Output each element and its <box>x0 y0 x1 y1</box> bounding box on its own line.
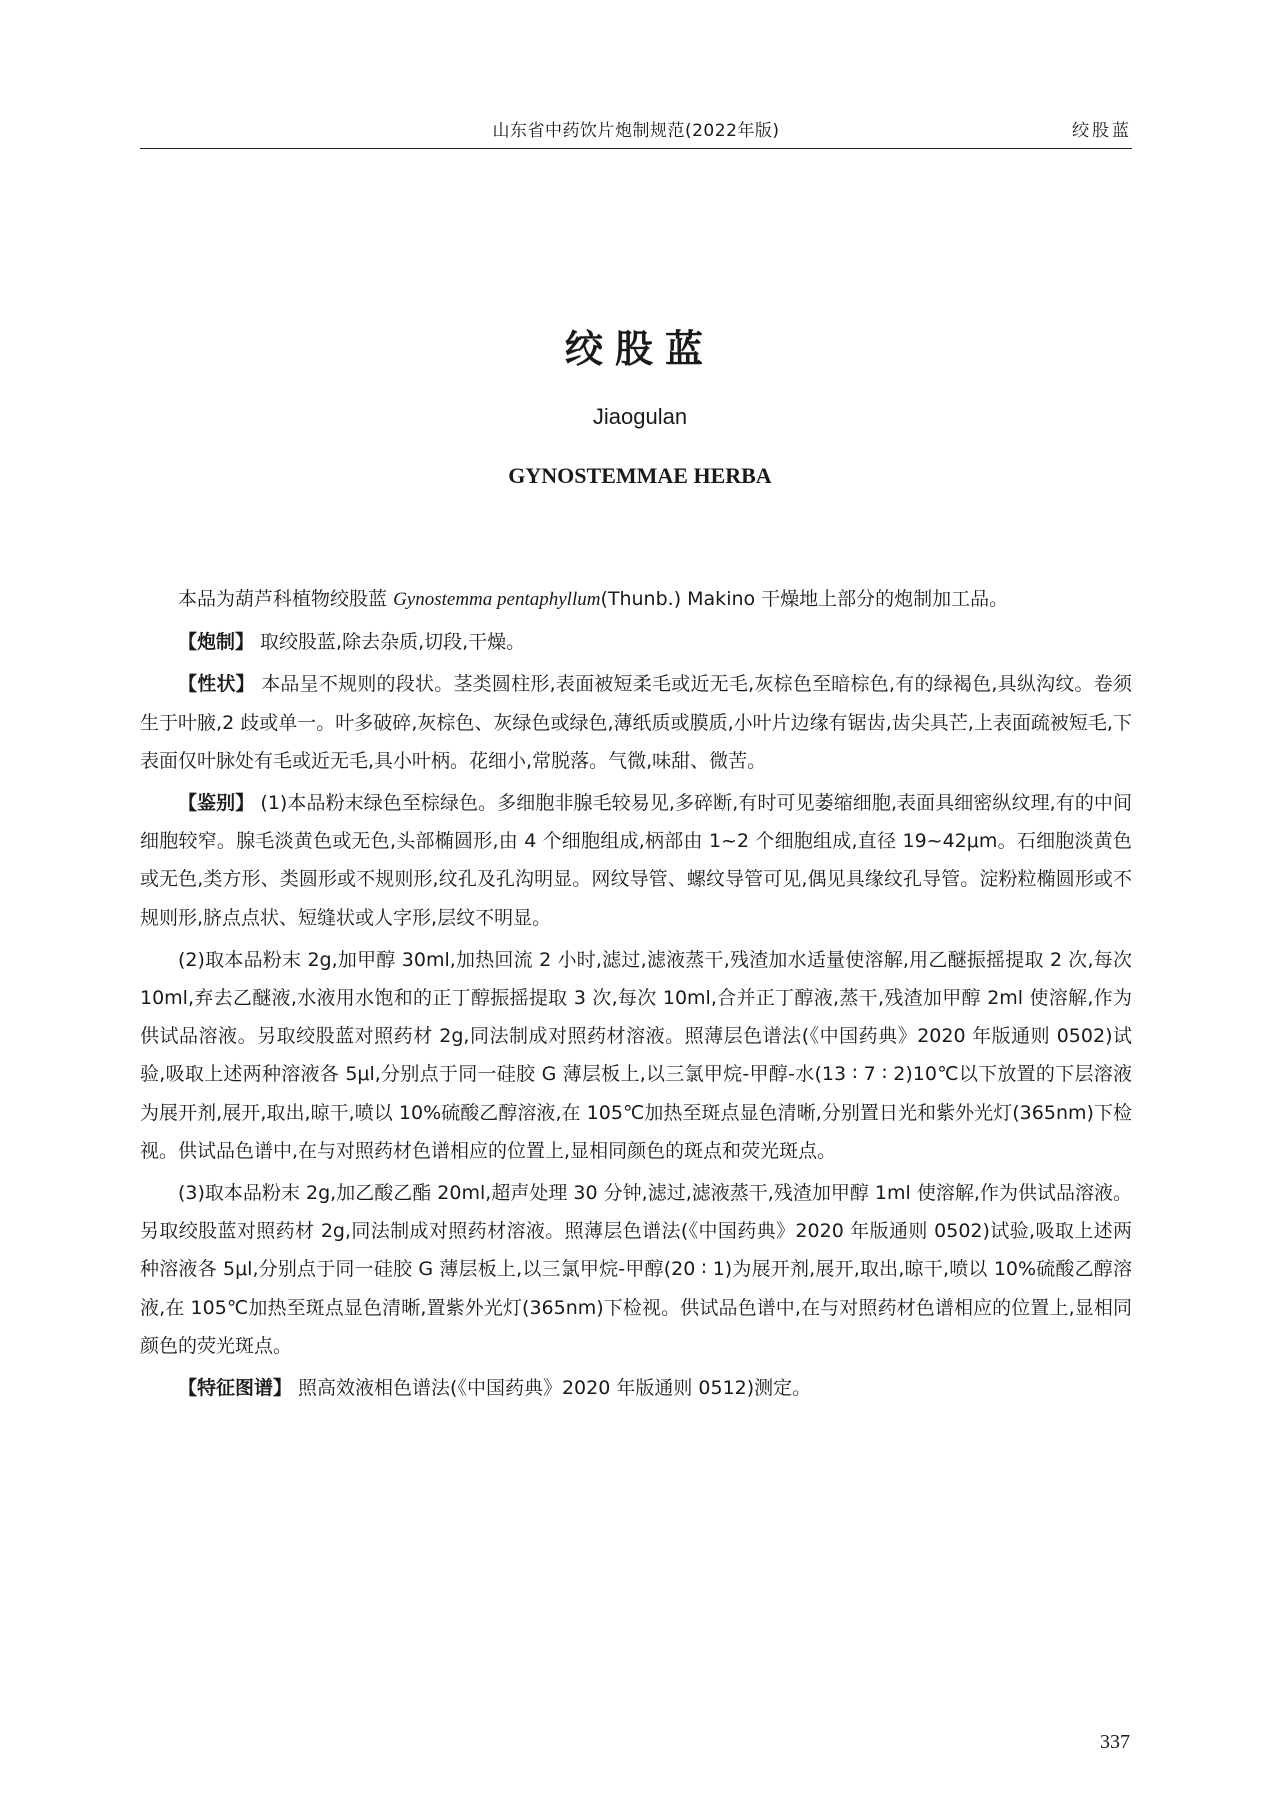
properties-text: 本品呈不规则的段状。茎类圆柱形,表面被短柔毛或近无毛,灰棕色至暗棕色,有的绿褐色,具纵沟纹。卷须生于叶腋,2 歧或单一。叶多破碎,灰棕色、灰绿色或绿色,薄纸质或膜质,小叶片边缘有锯齿,齿尖具芒,上表面疏被短毛,下表面仅叶脉处有毛或近无毛,具小叶柄。花细小,常脱落。气微,味甜、微苦。 <box>140 673 1132 772</box>
book-title: 山东省中药饮片炮制规范(2022年版) <box>492 121 780 141</box>
identification-paragraph-3: (3)取本品粉末 2g,加乙酸乙酯 20ml,超声处理 30 分钟,滤过,滤液蒸干,残渣加甲醇 1ml 使溶解,作为供试品溶液。另取绞股蓝对照药材 2g,同法制成对照药材溶液。照薄层色谱法(《中国药典》2020 年版通则 0502)试验,吸取上述两种溶液各 5μl,分别点于同一硅胶 G 薄层板上,以三氯甲烷-甲醇(20 ∶ 1)为展开剂,展开,取出,晾干,喷以 10%硫酸乙醇溶液,在 105℃加热至斑点显色清晰,置紫外光灯(365nm)下检视。供试品色谱中,在与对照药材色谱相应的位置上,显相同颜色的荧光斑点。 <box>140 1182 1132 1357</box>
identification-text-1: (1)本品粉末绿色至棕绿色。多细胞非腺毛较易见,多碎断,有时可见萎缩细胞,表面具细密纵纹理,有的中间细胞较窄。腺毛淡黄色或无色,头部椭圆形,由 4 个细胞组成,柄部由 1~2 个细胞组成,直径 19~42μm。石细胞淡黄色或无色,类方形、类圆形或不规则形,纹孔及孔沟明显。网纹导管、螺纹导管可见,偶见具缘纹孔导管。淀粉粒椭圆形或不规则形,脐点点状、短缝状或人字形,层纹不明显。 <box>140 792 1132 929</box>
processing-label: 【炮制】 <box>178 631 255 654</box>
running-header <box>140 112 1132 149</box>
entry-name: 绞股蓝 <box>1072 121 1132 141</box>
processing-paragraph <box>140 623 1132 661</box>
fingerprint-text: 照高效液相色谱法(《中国药典》2020 年版通则 0512)测定。 <box>292 1377 812 1400</box>
monograph-body <box>140 580 1132 1411</box>
intro-before: 本品为葫芦科植物绞股蓝 <box>178 588 388 610</box>
properties-label: 【性状】 <box>178 673 255 696</box>
identification-label: 【鉴别】 <box>178 792 255 815</box>
monograph-title: 绞股蓝 <box>564 327 715 371</box>
identification-paragraph-2: (2)取本品粉末 2g,加甲醇 30ml,加热回流 2 小时,滤过,滤液蒸干,残渣加水适量使溶解,用乙醚振摇提取 2 次,每次 10ml,弃去乙醚液,水液用水饱和的正丁醇振摇提取 3 次,每次 10ml,合并正丁醇液,蒸干,残渣加甲醇 2ml 使溶解,作为供试品溶液。另取绞股蓝对照药材 2g,同法制成对照药材溶液。照薄层色谱法(《中国药典》2020 年版通则 0502)试验,吸取上述两种溶液各 5μl,分别点于同一硅胶 G 薄层板上,以三氯甲烷-甲醇-水(13 ∶ 7 ∶ 2)10℃以下放置的下层溶液为展开剂,展开,取出,晾干,喷以 10%硫酸乙醇溶液,在 105℃加热至斑点显色清晰,分别置日光和紫外光灯(365nm)下检视。供试品色谱中,在与对照药材色谱相应的位置上,显相同颜色的斑点和荧光斑点。 <box>140 948 1132 1162</box>
fingerprint-paragraph <box>140 1369 1132 1407</box>
pinyin-name: Jiaogulan <box>592 404 688 429</box>
intro-after: (Thunb.) Makino 干燥地上部分的炮制加工品。 <box>600 588 1009 610</box>
properties-paragraph <box>140 665 1132 780</box>
species-name: Gynostemma pentaphyllum <box>393 589 601 610</box>
processing-text: 取绞股蓝,除去杂质,切段,干燥。 <box>254 631 526 654</box>
fingerprint-label: 【特征图谱】 <box>178 1377 293 1400</box>
intro-paragraph <box>140 580 1132 619</box>
page-number: 337 <box>1100 1731 1130 1753</box>
identification-paragraph-1 <box>140 784 1132 937</box>
latin-name: GYNOSTEMMAE HERBA <box>508 463 772 488</box>
